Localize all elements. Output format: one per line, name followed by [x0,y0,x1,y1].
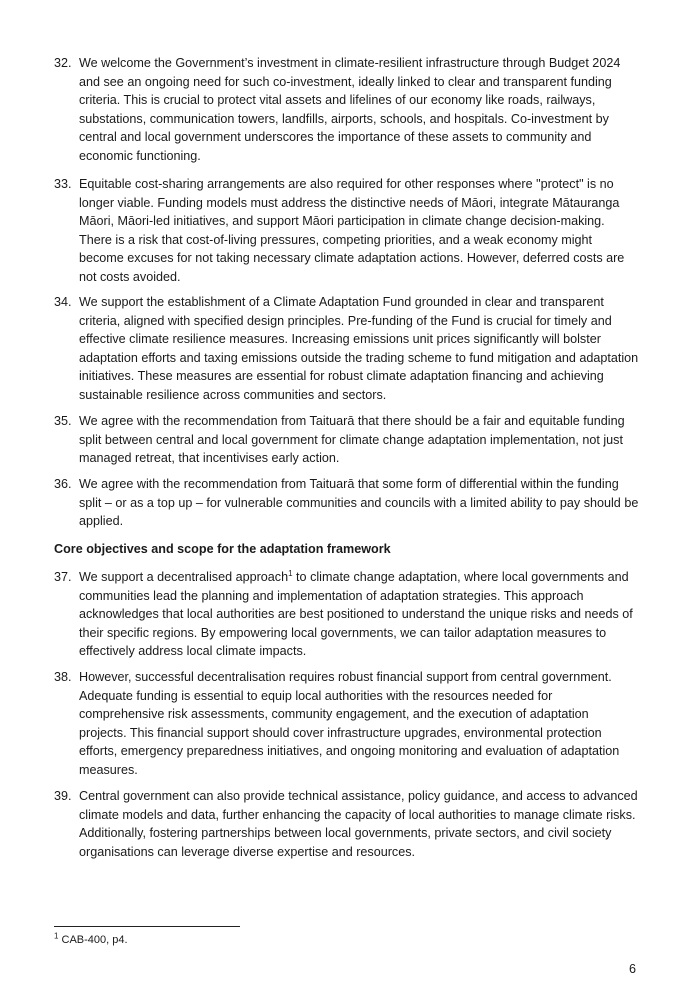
paragraph-text: Central government can also provide technical assistance, policy guidance, and access to advanced climate models and data, further enhancing the capacity of local authorities to manage climate risks. Additionally, fostering partnerships between local governments, private sectors, and civil society organisations can leverage diverse expertise and resources. [79,789,638,859]
paragraph-text: We support the establishment of a Climate Adaptation Fund grounded in clear and transparent criteria, aligned with specified design principles. Pre-funding of the Fund is crucial for timely and effective climate resilience measures. Increasing emissions unit prices significantly will bolster adaptation efforts and taxing emissions outside the trading scheme to fund mitigation and adaptation initiatives. These measures are essential for robust climate adaptation financing and achieving sustainable resilience across communities and sectors. [79,295,639,402]
paragraph-number: 35. [54,414,72,428]
footnote [54,933,128,948]
paragraph-36 [54,475,639,531]
paragraph-text: We welcome the Government’s investment in climate-resilient infrastructure through Budget 2024 and see an ongoing need for such co-investment, ideally linked to clear and transparent funding criteria. This is crucial to protect vital assets and lifelines of our economy like roads, railways, substations, communication towers, landfills, airports, schools, and hospitals. Co-investment by central and local government underscores the importance of these assets to community and economic functioning. [79,56,621,163]
paragraph-text: However, successful decentralisation requires robust financial support from central government. Adequate funding is essential to equip local authorities with the resources needed for comprehensive risk assessments, community engagement, and the execution of adaptation projects. This financial support should cover infrastructure upgrades, environmental protection efforts, emergency preparedness initiatives, and ongoing monitoring and evaluation of adaptation measures. [79,670,620,777]
paragraph-35 [54,412,639,468]
paragraph-38 [54,668,639,780]
paragraph-text-part: We support a decentralised approach [79,570,289,584]
paragraph-text: We agree with the recommendation from Taituarā that there should be a fair and equitable funding split between central and local government for climate change adaptation implementation, not just managed retreat, that incentivises early action. [79,414,625,466]
footnote-reference[interactable]: 1 [288,568,293,578]
paragraph-text: We agree with the recommendation from Taituarā that some form of differential within the funding split – or as a top up – for vulnerable communities and councils with a limited ability to pay should be applied. [79,477,639,529]
paragraph-number: 33. [54,177,72,191]
paragraph-text-part: to climate change adaptation, where local governments and communities lead the planning and implementation of adaptation strategies. This approach acknowledges that local authorities are best positioned to understand the unique risks and needs of their specific regions. By empowering local governments, we can tailor adaptation measures to effectively address local climate impacts. [79,570,633,659]
footnote-divider [54,926,240,927]
paragraph-text [79,568,639,661]
paragraph-number: 34. [54,295,72,309]
paragraph-39 [54,787,639,861]
paragraph-33 [54,175,639,287]
paragraph-number: 36. [54,477,72,491]
paragraph-number: 38. [54,670,72,684]
footnote-mark: 1 [54,931,59,941]
footnote-text: CAB-400, p4. [58,934,128,946]
paragraph-37 [54,568,639,661]
section-heading: Core objectives and scope for the adaptation framework [54,542,391,556]
paragraph-number: 39. [54,789,72,803]
paragraph-32 [54,54,639,166]
paragraph-text: Equitable cost-sharing arrangements are also required for other responses where "protect" is no longer viable. Funding models must address the distinctive needs of Māori, integrate Mātauranga Māori, Māori-led initiatives, and support Māori participation in climate change decision-making. There is a risk that cost-of-living pressures, competing priorities, and a weak economy might become excuses for not taking necessary climate adaptation actions. However, deferred costs are not costs avoided. [79,177,625,284]
paragraph-34 [54,293,639,405]
paragraph-number: 32. [54,56,72,70]
paragraph-number: 37. [54,570,72,584]
page-number: 6 [628,962,636,976]
